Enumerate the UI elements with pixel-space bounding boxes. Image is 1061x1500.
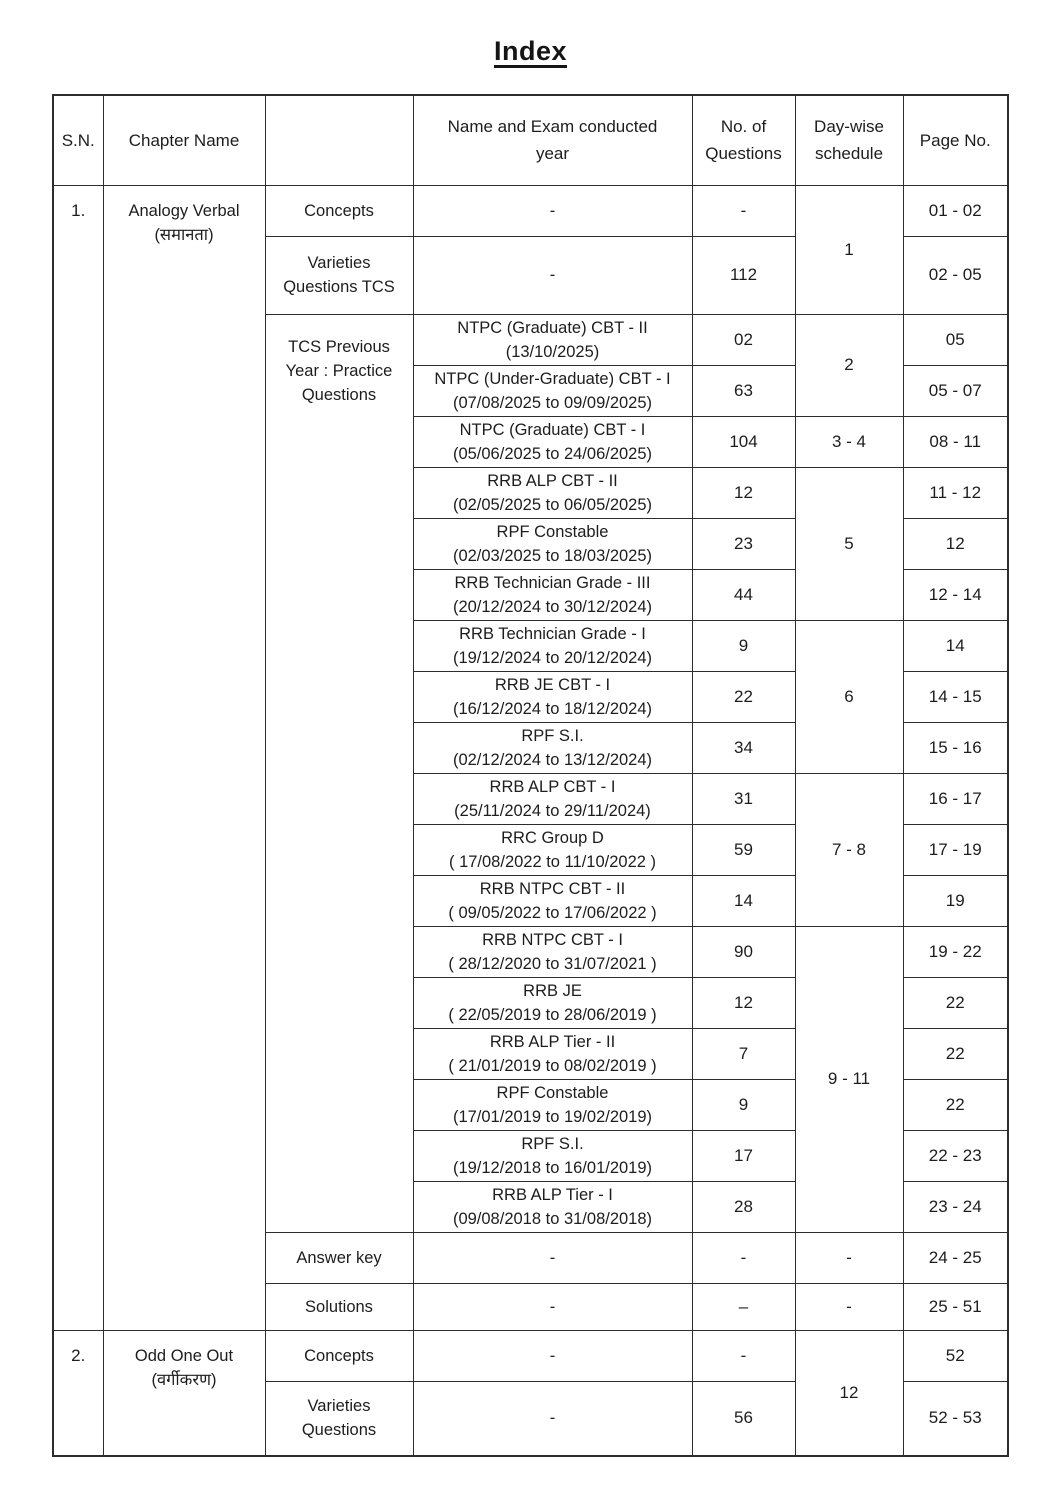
page-number-cell: 01 - 02 [903,185,1008,236]
page-number-cell: 12 [903,518,1008,569]
exam-name-line: RRB ALP CBT - I [489,777,616,796]
page-number-cell: 05 - 07 [903,365,1008,416]
exam-cell [413,722,692,773]
table-row [53,185,1008,236]
exam-cell [413,1130,692,1181]
exam-cell: - [413,1381,692,1456]
subcategory-line: Questions [301,385,377,404]
questions-cell: 44 [692,569,795,620]
index-table [52,94,1009,1457]
exam-name-line: RPF Constable [496,522,609,541]
exam-name-line: NTPC (Graduate) CBT - I [459,420,646,439]
exam-date-line: (02/03/2025 to 18/03/2025) [452,546,653,565]
subcategory-cell [265,236,413,314]
subcategory-header-cell [265,95,413,185]
day-schedule-cell: 9 - 11 [795,926,903,1232]
subcategory-cell [265,1381,413,1456]
questions-cell: - [692,185,795,236]
questions-cell: 02 [692,314,795,365]
questions-cell: 7 [692,1028,795,1079]
questions-cell: 56 [692,1381,795,1456]
exam-cell: - [413,1232,692,1283]
exam-name-line: RRB ALP CBT - II [487,471,618,490]
questions-cell: 12 [692,977,795,1028]
sn-cell: 2. [53,1330,103,1456]
day-schedule-cell: - [795,1232,903,1283]
exam-cell [413,1028,692,1079]
subcategory-line: Questions TCS [283,278,395,296]
exam-date-line: (07/08/2025 to 09/09/2025) [452,393,653,412]
exam-date-line: ( 21/01/2019 to 08/02/2019 ) [448,1056,657,1075]
exam-date-line: (02/12/2024 to 13/12/2024) [452,750,653,769]
page-number-cell: 08 - 11 [903,416,1008,467]
exam-name-line: RPF S.I. [521,1134,584,1153]
exam-name-line: NTPC (Graduate) CBT - II [457,318,648,337]
exam-date-line: (17/01/2019 to 19/02/2019) [452,1107,653,1126]
chapter-name-hindi-line: (समानता) [154,225,214,244]
subcategory-cell: Concepts [265,1330,413,1381]
page-number-cell: 14 [903,620,1008,671]
questions-cell: 17 [692,1130,795,1181]
exam-date-line: (16/12/2024 to 18/12/2024) [452,699,653,718]
exam-name-line: RRB Technician Grade - III [454,573,651,592]
exam-header-cell [413,95,692,185]
exam-cell [413,977,692,1028]
questions-cell: 23 [692,518,795,569]
sn-header-cell: S.N. [53,95,103,185]
page-number-cell: 52 [903,1330,1008,1381]
exam-name-line: RRB Technician Grade - I [459,624,646,643]
questions-header-line-2: Questions [705,144,782,164]
exam-header-line-2: year [535,144,570,164]
exam-cell [413,569,692,620]
exam-cell [413,1181,692,1232]
subcategory-cell: Concepts [265,185,413,236]
chapter-name-line: Analogy Verbal [128,201,240,220]
exam-date-line: ( 09/05/2022 to 17/06/2022 ) [448,903,657,922]
page-number-cell: 22 [903,977,1008,1028]
page-number-cell: 23 - 24 [903,1181,1008,1232]
day-schedule-cell: 5 [795,467,903,620]
exam-date-line: ( 17/08/2022 to 11/10/2022 ) [448,852,657,871]
questions-cell: - [692,1330,795,1381]
page-number-cell: 02 - 05 [903,236,1008,314]
page-number-cell: 52 - 53 [903,1381,1008,1456]
page-number-cell: 15 - 16 [903,722,1008,773]
exam-cell [413,671,692,722]
title-area [0,0,1061,67]
questions-cell: 9 [692,620,795,671]
questions-cell: 12 [692,467,795,518]
exam-cell [413,620,692,671]
page-number-cell: 19 [903,875,1008,926]
questions-cell: 112 [692,236,795,314]
exam-name-line: NTPC (Under-Graduate) CBT - I [434,369,671,388]
chapter-name-cell [103,185,265,1330]
exam-cell [413,1079,692,1130]
exam-date-line: (25/11/2024 to 29/11/2024) [454,801,651,820]
exam-date-line: (19/12/2024 to 20/12/2024) [452,648,653,667]
exam-name-line: RRB JE CBT - I [494,675,611,694]
exam-date-line: ( 28/12/2020 to 31/07/2021 ) [448,954,657,973]
exam-date-line: (13/10/2025) [505,342,600,361]
day-schedule-cell: 6 [795,620,903,773]
page-number-cell: 19 - 22 [903,926,1008,977]
page-number-cell: 22 [903,1079,1008,1130]
questions-cell: 31 [692,773,795,824]
page-number-cell: 17 - 19 [903,824,1008,875]
exam-cell: - [413,1330,692,1381]
table-row [53,1330,1008,1381]
chapter-name-hindi-line: (वर्गीकरण) [151,1370,217,1389]
page-number-cell: 14 - 15 [903,671,1008,722]
exam-cell: - [413,1283,692,1330]
page-number-cell: 22 - 23 [903,1130,1008,1181]
page-number-cell: 12 - 14 [903,569,1008,620]
page-title: Index [493,36,568,66]
exam-name-line: RRC Group D [501,828,604,847]
exam-date-line: (09/08/2018 to 31/08/2018) [452,1209,653,1228]
exam-date-line: (19/12/2018 to 16/01/2019) [452,1158,653,1177]
subcategory-line: Varieties [307,1397,371,1416]
exam-name-line: RPF Constable [496,1083,609,1102]
exam-cell [413,314,692,365]
exam-cell [413,518,692,569]
day-header-line-1: Day-wise [814,117,884,137]
day-schedule-cell: 12 [795,1330,903,1456]
questions-cell: 34 [692,722,795,773]
exam-cell: - [413,185,692,236]
day-schedule-cell: 3 - 4 [795,416,903,467]
exam-cell [413,416,692,467]
day-header-cell [795,95,903,185]
day-schedule-cell: 1 [795,185,903,314]
subcategory-cell: Answer key [265,1232,413,1283]
day-schedule-cell: 2 [795,314,903,416]
exam-cell [413,824,692,875]
questions-cell: 90 [692,926,795,977]
exam-cell [413,467,692,518]
questions-cell: - [692,1232,795,1283]
page-header-cell: Page No. [903,95,1008,185]
day-schedule-cell: 7 - 8 [795,773,903,926]
exam-name-line: RRB ALP Tier - I [492,1185,613,1204]
subcategory-line: TCS Previous [288,337,390,356]
exam-date-line: (20/12/2024 to 30/12/2024) [452,597,653,616]
exam-date-line: (02/05/2025 to 06/05/2025) [452,495,653,514]
exam-name-line: RRB NTPC CBT - II [479,879,626,898]
exam-cell [413,773,692,824]
exam-cell: - [413,236,692,314]
page-number-cell: 16 - 17 [903,773,1008,824]
day-header-line-2: schedule [814,144,884,164]
day-schedule-cell: - [795,1283,903,1330]
subcategory-cell: Solutions [265,1283,413,1330]
exam-date-line: (05/06/2025 to 24/06/2025) [452,444,653,463]
subcategory-cell [265,314,413,1232]
exam-cell [413,926,692,977]
exam-name-line: RRB NTPC CBT - I [482,930,623,949]
page-number-cell: 25 - 51 [903,1283,1008,1330]
questions-cell: 63 [692,365,795,416]
questions-header-cell [692,95,795,185]
questions-cell: 59 [692,824,795,875]
exam-cell [413,875,692,926]
questions-cell: 9 [692,1079,795,1130]
page-number-cell: 11 - 12 [903,467,1008,518]
page-number-cell: 05 [903,314,1008,365]
subcategory-line: Year : Practice [285,361,393,380]
questions-cell: 28 [692,1181,795,1232]
subcategory-line: Questions [301,1421,377,1440]
header-row [53,95,1008,185]
subcategory-line: Varieties [307,254,371,272]
chapter-name-cell [103,1330,265,1456]
exam-name-line: RPF S.I. [521,726,584,745]
chapter-header-cell: Chapter Name [103,95,265,185]
chapter-name-line: Odd One Out [134,1346,234,1365]
exam-date-line: ( 22/05/2019 to 28/06/2019 ) [448,1005,657,1024]
questions-cell: – [692,1283,795,1330]
page-number-cell: 22 [903,1028,1008,1079]
page-number-cell: 24 - 25 [903,1232,1008,1283]
questions-cell: 14 [692,875,795,926]
sn-cell: 1. [53,185,103,1330]
questions-cell: 22 [692,671,795,722]
exam-cell [413,365,692,416]
exam-name-line: RRB JE [523,981,582,1000]
exam-name-line: RRB ALP Tier - II [489,1032,616,1051]
exam-header-line-1: Name and Exam conducted [447,117,658,137]
questions-header-line-1: No. of [720,117,767,137]
questions-cell: 104 [692,416,795,467]
